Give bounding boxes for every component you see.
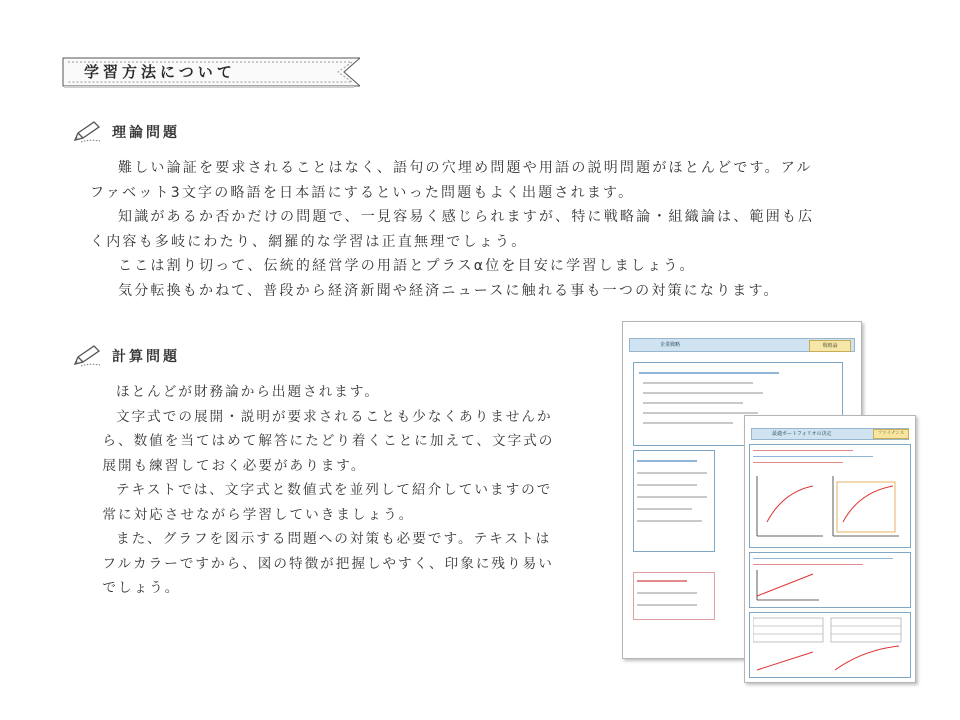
text-line	[637, 460, 697, 462]
subject-tag	[873, 429, 909, 439]
paragraph: また、グラフを図示する問題への対策も必要です。テキストは	[116, 531, 552, 547]
frontier-graph-icon	[753, 472, 903, 542]
line-graph-icon	[753, 568, 823, 604]
text-line	[643, 382, 753, 384]
text-line	[753, 558, 893, 559]
text-line	[643, 392, 763, 394]
text-line	[637, 484, 697, 486]
paragraph: 文字式での展開・説明が要求されることも少なくありませんか	[116, 408, 553, 425]
page-title: 学習方法について	[84, 63, 236, 81]
text-line	[643, 402, 743, 404]
text-line	[639, 372, 779, 374]
section-heading-theory	[72, 120, 180, 144]
text-line	[637, 496, 707, 498]
thumbnail-tag: ファイナンス	[877, 431, 905, 436]
paragraph: 気分転換もかねて、普段から経済新聞や経済ニュースに触れる事も一つの対策になります。	[118, 282, 780, 299]
paragraph: 展開も練習しておく必要があります。	[102, 457, 367, 474]
text-line	[637, 508, 692, 510]
paragraph: ここは割り切って、伝統的経営学の用語とプラスα位を目安に学習しましょう。	[118, 258, 696, 274]
section-title: 計算問題	[112, 349, 180, 365]
paragraph: テキストでは、文字式と数値式を並列して紹介していますので	[116, 482, 553, 498]
text-line	[637, 472, 707, 474]
paragraph: でしょう。	[102, 580, 181, 596]
paragraph: 知識があるか否かだけの問題で、一見容易く感じられますが、特に戦略論・組織論は、範囲も広	[118, 209, 815, 225]
text-line	[753, 456, 873, 457]
pencil-icon	[72, 120, 104, 144]
text-line	[753, 450, 853, 451]
text-line	[643, 422, 733, 424]
textbook-page-thumbnail	[744, 415, 916, 683]
text-line	[753, 462, 843, 463]
paragraph: ら、数値を当てはめて解答にたどり着くことに加えて、文字式の	[102, 433, 555, 449]
subject-tag	[809, 340, 851, 352]
paragraph: フルカラーですから、図の特徴が把握しやすく、印象に残り易い	[102, 555, 554, 572]
text-line	[637, 604, 697, 606]
section-title: 理論問題	[112, 125, 180, 141]
paragraph: 難しい論証を要求されることはなく、語句の穴埋め問題や用語の説明問題がほとんどです。アル	[118, 160, 813, 176]
pencil-icon	[72, 344, 104, 368]
thumbnail-tag: 戦略論	[822, 343, 838, 349]
text-line	[637, 592, 697, 594]
paragraph: 常に対応させながら学習していきましょう。	[102, 506, 415, 523]
paragraph: く内容も多岐にわたり、網羅的な学習は正直無理でしょう。	[90, 233, 528, 250]
paragraph: ほとんどが財務論から出題されます。	[116, 384, 381, 400]
table-graph-icon	[753, 616, 909, 674]
text-line	[637, 580, 687, 582]
thumbnail-title: 最適ポートフォリオの決定	[772, 431, 832, 437]
section-header	[62, 56, 360, 88]
text-line	[637, 520, 702, 522]
text-line	[753, 564, 863, 565]
text-line	[643, 412, 758, 414]
thumbnail-title: 企業戦略	[660, 342, 681, 348]
paragraph: ファベット3文字の略語を日本語にするといった問題もよく出題されます。	[90, 184, 635, 201]
content-box	[633, 450, 715, 552]
theory-body	[90, 156, 874, 303]
calculation-body	[102, 380, 616, 601]
section-heading-calculation	[72, 344, 180, 368]
